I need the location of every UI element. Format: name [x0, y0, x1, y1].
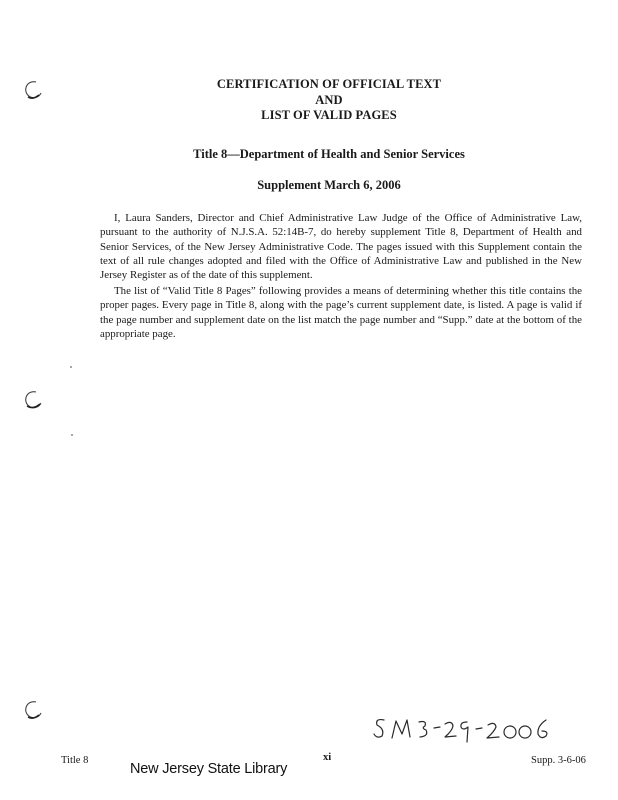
punch-hole-bottom-icon: [22, 699, 44, 721]
certification-paragraph: [100, 211, 582, 282]
paragraph-1: I, Laura Sanders, Director and Chief Administrative Law Judge of the Office of Administrative Law, pursuant to the authority of N.J.S.A. 52:14B-7, do hereby supplement Title 8, Department of Health and Senior Services, of the New Jersey Administrative Code. The pages issued with this Supplement contain the text of all rule changes adopted and filed with the Office of Administrative Law and published in the New Jersey Register as of the date of this supplement.: [100, 212, 582, 282]
speck: [71, 434, 73, 436]
certification-heading: [0, 77, 618, 124]
page-number: xi: [323, 752, 332, 763]
library-stamp: New Jersey State Library: [130, 761, 288, 777]
footer-title: Title 8: [61, 755, 89, 766]
heading-line-3: LIST OF VALID PAGES: [261, 108, 397, 122]
footer-supplement-date: Supp. 3-6-06: [531, 755, 586, 766]
speck: [70, 366, 72, 368]
title-heading: Title 8—Department of Health and Senior Services: [193, 147, 465, 161]
heading-line-1: CERTIFICATION OF OFFICIAL TEXT: [216, 77, 442, 91]
punch-hole-middle-icon: [22, 389, 44, 411]
valid-pages-paragraph: [100, 284, 582, 341]
heading-line-2: AND: [315, 92, 343, 107]
supplement-date-heading: Supplement March 6, 2006: [257, 178, 401, 192]
handwritten-date-note: [372, 712, 568, 748]
paragraph-2: The list of “Valid Title 8 Pages” following provides a means of determining whether this title contains the proper pages. Every page in Title 8, along with the page’s current supplement date, is listed. A page is valid if the page number and supplement date on the list match the page number and “Supp.” date at the bottom of the appropriate page.: [100, 285, 582, 340]
